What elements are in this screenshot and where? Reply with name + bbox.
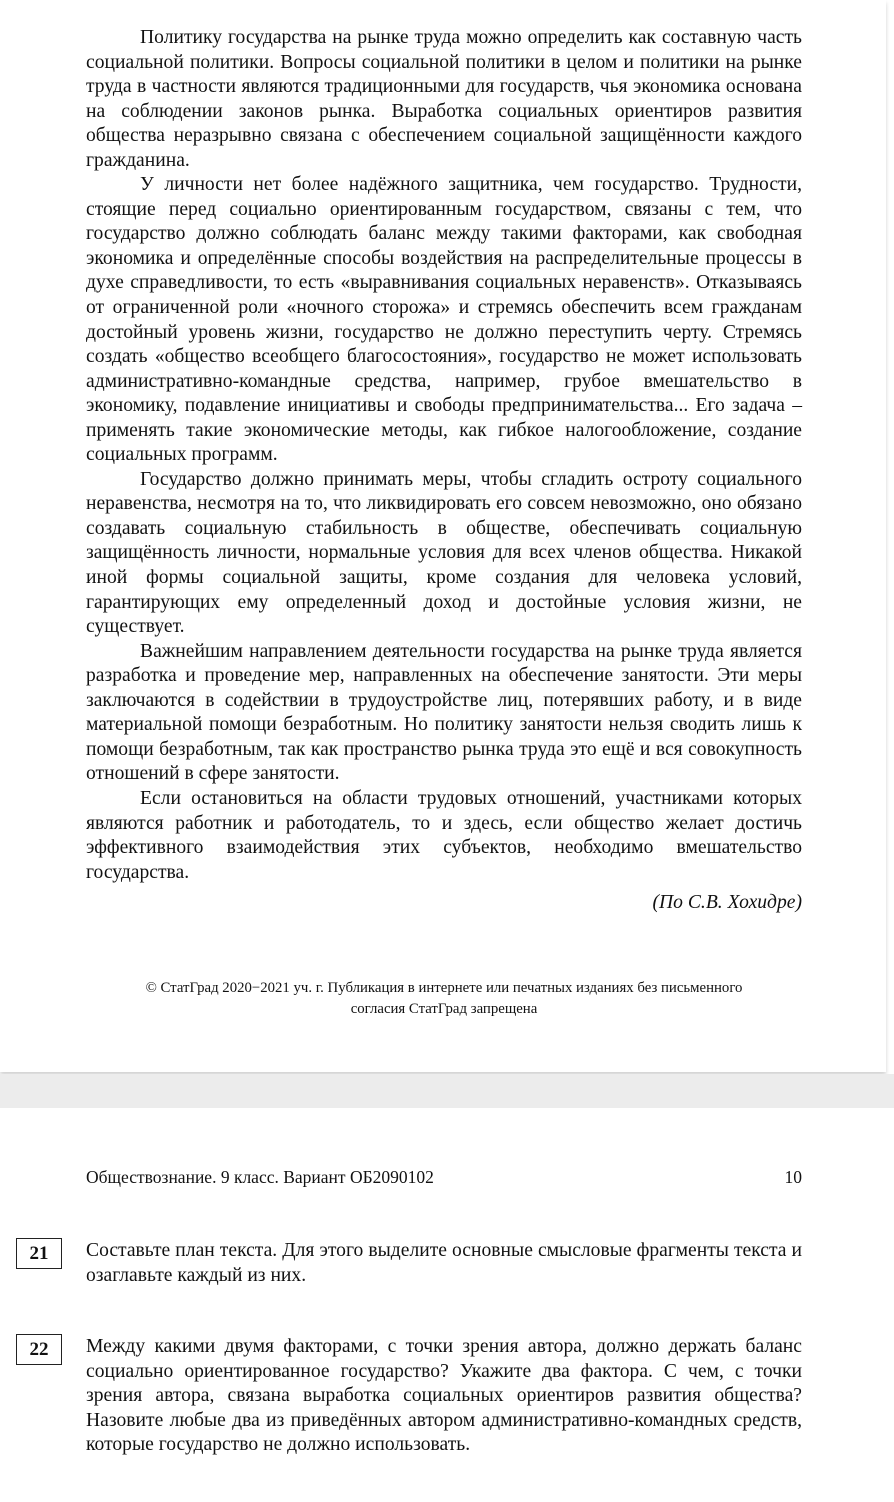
copyright-line-2: согласия СтатГрад запрещена <box>350 1001 538 1017</box>
subject-title: Обществознание. 9 класс. Вариант ОБ2090102 <box>86 1167 434 1187</box>
task-number-box: 22 <box>16 1334 62 1365</box>
article-paragraph-4: Важнейшим направлением деятельности государства на рынке труда является разработка и проведение мер, направленных на обеспечение занятости. Эти меры заключаются в содействии в трудоустройстве лиц, потерявших работу, и в виде материальной помощи безработным. Но политику занятости нельзя сводить лишь к помощи безработным, так как пространство рынка труда это ещё и вся совокупность отношений в сфере занятости. <box>86 640 802 785</box>
article-paragraph-5: Если остановиться на области трудовых отношений, участниками которых являются работник и работодатель, то и здесь, если общество желает достичь эффективного взаимодействия этих субъектов, необходимо вмешательство государства. <box>86 787 802 883</box>
task-number-box: 21 <box>16 1238 62 1269</box>
page-number: 10 <box>784 1167 802 1187</box>
article-text <box>86 26 802 915</box>
copyright-line-1: © СтатГрад 2020−2021 уч. г. Публикация в интернете или печатных изданиях без письменного <box>145 980 743 996</box>
page-separator <box>0 1074 894 1108</box>
task-text: Между какими двумя факторами, с точки зрения автора, должно держать баланс социально ориентированное государство? Укажите два фактора. С чем, с точки зрения автора, связана выработка социальных ориентиров развития общества? Назовите любые два из приведённых автором административно-командных средств, которые государство не должно использовать. <box>86 1336 802 1456</box>
page-header <box>86 1166 802 1188</box>
article-paragraph-2: У личности нет более надёжного защитника, чем государство. Трудности, стоящие перед социально ориентированным государством, связаны с тем, что государство должно соблюдать баланс между такими факторами, как свободная экономика и определённые способы воздействия на распределительные процессы в духе справедливости, то есть «выравнивания социальных неравенств». Отказываясь от ограниченной роли «ночного сторожа» и стремясь обеспечить всем гражданам достойный уровень жизни, государство не должно переступить черту. Стремясь создать «общество всеобщего благосостояния», государство не может использовать административно-командные средства, например, грубое вмешательство в экономику, подавление инициативы и свободы предпринимательства... Его задача – применять такие экономические методы, как гибкое налогообложение, создание социальных программ. <box>86 174 802 466</box>
copyright-notice <box>86 978 802 1020</box>
article-paragraph-1: Политику государства на рынке труда можно определить как составную часть социальной политики. Вопросы социальной политики в целом и политики на рынке труда в частности являются традиционными для государств, чья экономика основана на соблюдении законов рынка. Выработка социальных ориентиров развития общества неразрывно связана с обеспечением социальной защищённости каждого гражданина. <box>86 27 802 171</box>
article-paragraph-3: Государство должно принимать меры, чтобы сгладить остроту социального неравенства, несмотря на то, что ликвидировать его совсем невозможно, оно обязано создавать социальную стабильность в обществе, обеспечивать социальную защищённость личности, нормальные условия для всех членов общества. Никакой иной формы социальной защиты, кроме создания для человека условий, гарантирующих ему определенный доход и достойные условия жизни, не существует. <box>86 468 802 638</box>
task-text: Составьте план текста. Для этого выделите основные смысловые фрагменты текста и озаглавьте каждый из них. <box>86 1240 802 1286</box>
article-attribution: (По С.В. Хохидре) <box>652 892 802 914</box>
